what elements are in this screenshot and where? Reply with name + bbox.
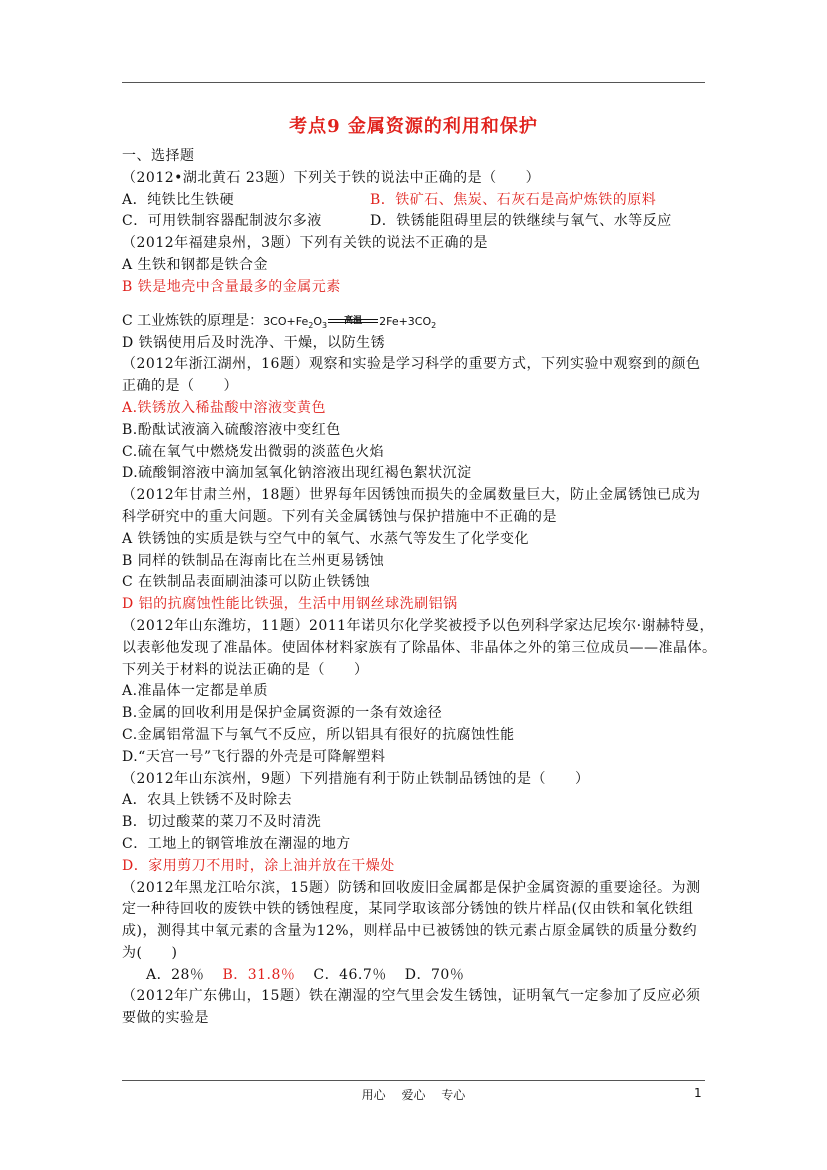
q8-stem-line2: 要做的实验是 xyxy=(122,1010,209,1027)
q6-option-b: B．切过酸菜的菜刀不及时清洗 xyxy=(122,814,322,831)
q7-stem-line3: 成)，测得其中氧元素的含量为12%，则样品中已被锈蚀的铁元素占原金属铁的质量分数约 xyxy=(122,923,698,940)
q5-option-b: B.金属的回收利用是保护金属资源的一条有效途径 xyxy=(122,705,443,722)
q7-stem-line4: 为( ) xyxy=(122,944,178,961)
q2-option-a: A 生铁和钢都是铁合金 xyxy=(122,256,269,273)
q5-stem-line3: 下列关于材料的说法正确的是（ ） xyxy=(122,661,369,678)
chemical-equation: $3CO+Fe_2O_3$ 高温 $2Fe+3CO_2$ xyxy=(263,314,437,330)
q7-option-a: A．28％ xyxy=(146,966,205,983)
q6-option-c: C．工地上的钢管堆放在潮湿的地方 xyxy=(122,835,351,852)
q3-stem-line1: （2012年浙江湖州，16题）观察和实验是学习科学的重要方式，下列实验中观察到的颜色 xyxy=(122,356,701,373)
q5-option-c: C.金属铝常温下与氧气不反应，所以铝具有很好的抗腐蚀性能 xyxy=(122,726,515,743)
q4-stem-line2: 科学研究中的重大问题。下列有关金属锈蚀与保护措施中不正确的是 xyxy=(122,508,557,525)
page-title: 考点9 金属资源的利用和保护 xyxy=(289,116,538,137)
q1-option-c: C．可用铁制容器配制波尔多液 xyxy=(122,213,322,230)
q7-options xyxy=(122,965,712,987)
q6-stem: （2012年山东滨州，9题）下列措施有利于防止铁制品锈蚀的是（ ） xyxy=(122,770,590,787)
q6-option-a: A．农具上铁锈不及时除去 xyxy=(122,792,293,809)
section-heading: 一、选择题 xyxy=(122,148,195,164)
page-number: 1 xyxy=(694,1086,702,1100)
q4-option-d-answer: D 铝的抗腐蚀性能比铁强，生活中用钢丝球洗刷铝锅 xyxy=(122,596,458,613)
q2-option-b-answer: B 铁是地壳中含量最多的金属元素 xyxy=(122,278,341,295)
q5-stem-line2: 以表彰他发现了准晶体。使固体材料家族有了除晶体、非晶体之外的第三位成员——准晶体。 xyxy=(122,639,717,656)
q1-options-ab xyxy=(122,190,712,212)
page-footer: 用心 爱心 专心 xyxy=(361,1088,466,1102)
q7-stem-line1: （2012年黑龙江哈尔滨，15题）防锈和回收废旧金属都是保护金属资源的重要途径。为测 xyxy=(122,879,701,896)
q7-option-c: C．46.7％ xyxy=(313,966,387,983)
q4-option-a: A 铁锈蚀的实质是铁与空气中的氧气、水蒸气等发生了化学变化 xyxy=(122,530,530,547)
q7-option-b-answer: B．31.8％ xyxy=(222,966,296,983)
q8-stem-line1: （2012年广东佛山，15题）铁在潮湿的空气里会发生锈蚀，证明氧气一定参加了反应必须 xyxy=(122,988,701,1005)
q5-stem-line1: （2012年山东潍坊，11题）2011年诺贝尔化学奖被授予以色列科学家达尼埃尔·谢赫特曼， xyxy=(122,617,715,634)
q3-option-c: C.硫在氧气中燃烧发出微弱的淡蓝色火焰 xyxy=(122,443,385,460)
q3-option-b: B.酚酞试液滴入硫酸溶液中变红色 xyxy=(122,421,341,438)
q1-option-d: D．铁锈能阻碍里层的铁继续与氧气、水等反应 xyxy=(370,213,672,230)
q1-option-b-answer: B．铁矿石、焦炭、石灰石是高炉炼铁的原料 xyxy=(370,191,657,208)
q5-option-a: A.准晶体一定都是单质 xyxy=(122,683,269,700)
q2-option-d: D 铁锅使用后及时洗净、干燥，以防生锈 xyxy=(122,334,386,351)
q2-stem: （2012年福建泉州，3题）下列有关铁的说法不正确的是 xyxy=(122,235,489,252)
q4-stem-line1: （2012年甘肃兰州，18题）世界每年因锈蚀而损失的金属数量巨大，防止金属锈蚀已成为 xyxy=(122,487,701,504)
q3-option-d: D.硫酸铜溶液中滴加氢氧化钠溶液出现红褐色絮状沉淀 xyxy=(122,465,472,482)
q1-stem: （2012•湖北黄石 23题）下列关于铁的说法中正确的是（ ） xyxy=(122,169,541,186)
q5-option-d: D.“天宫一号”飞行器的外壳是可降解塑料 xyxy=(122,748,386,765)
document-body xyxy=(122,146,717,1030)
reaction-condition: 高温 xyxy=(328,315,378,329)
q7-option-d: D．70％ xyxy=(404,966,465,983)
q1-options-cd xyxy=(122,211,712,233)
q6-option-d-answer: D．家用剪刀不用时，涂上油并放在干燥处 xyxy=(122,857,395,874)
q2-option-c: C 工业炼铁的原理是：$3CO+Fe_2O_3$ 高温 $2Fe+3CO_2$ xyxy=(122,312,437,330)
header-rule xyxy=(122,82,705,83)
q3-stem-line2: 正确的是（ ） xyxy=(122,378,238,395)
q4-option-b: B 同样的铁制品在海南比在兰州更易锈蚀 xyxy=(122,552,385,569)
q3-option-a-answer: A.铁锈放入稀盐酸中溶液变黄色 xyxy=(122,399,327,416)
q4-option-c: C 在铁制品表面刷油漆可以防止铁锈蚀 xyxy=(122,574,371,591)
footer-rule xyxy=(122,1080,705,1081)
q7-stem-line2: 定一种待回收的废铁中铁的锈蚀程度，某同学取该部分锈蚀的铁片样品(仅由铁和氧化铁组 xyxy=(122,901,694,918)
q1-option-a: A．纯铁比生铁硬 xyxy=(122,191,235,208)
